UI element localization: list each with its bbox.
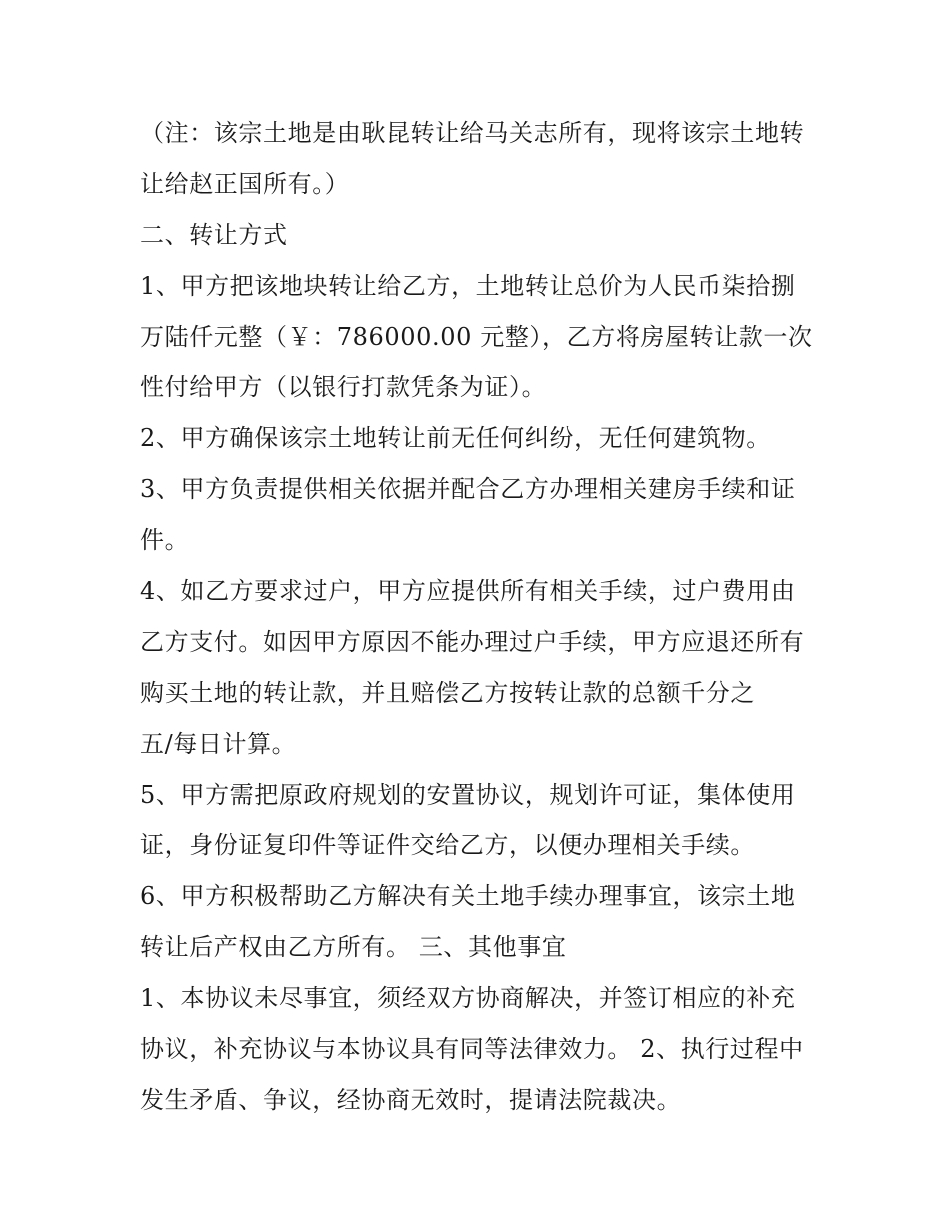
other-matters-clause-1-line-1: 1、本协议未尽事宜，须经双方协商解决，并签订相应的补充	[140, 984, 796, 1013]
document-body	[140, 108, 820, 1126]
clause-3-line-1: 3、甲方负责提供相关依据并配合乙方办理相关建房手续和证	[140, 475, 796, 504]
clause-1-line-2: 万陆仟元整（￥：786000.00 元整），乙方将房屋转让款一次	[140, 322, 813, 351]
clause-4-line-4: 五/每日计算。	[140, 729, 297, 758]
clause-6-line-2: 转让后产权由乙方所有。 三、其他事宜	[140, 933, 567, 962]
clause-3-line-2: 件。	[140, 526, 190, 555]
clause-5-line-1: 5、甲方需把原政府规划的安置协议，规划许可证，集体使用	[140, 780, 796, 809]
clause-5-line-2: 证，身份证复印件等证件交给乙方，以便办理相关手续。	[140, 831, 755, 860]
other-matters-clause-2-line-2: 发生矛盾、争议，经协商无效时，提请法院裁决。	[140, 1085, 682, 1114]
section-heading-transfer-method: 二、转让方式	[140, 220, 288, 249]
clause-4-line-1: 4、如乙方要求过户，甲方应提供所有相关手续，过户费用由	[140, 577, 796, 606]
clause-4-line-3: 购买土地的转让款，并且赔偿乙方按转让款的总额千分之	[140, 678, 755, 707]
clause-2-line-1: 2、甲方确保该宗土地转让前无任何纠纷，无任何建筑物。	[140, 424, 771, 453]
clause-1-line-1: 1、甲方把该地块转让给乙方，土地转让总价为人民币柒拾捌	[140, 271, 796, 300]
clause-4-line-2: 乙方支付。如因甲方原因不能办理过户手续，甲方应退还所有	[140, 627, 805, 656]
note-line-1: （注：该宗土地是由耿昆转让给马关志所有，现将该宗土地转	[140, 119, 805, 147]
other-matters-clause-1-line-2: 协议，补充协议与本协议具有同等法律效力。 2、执行过程中	[140, 1035, 804, 1064]
clause-6-line-1: 6、甲方积极帮助乙方解决有关土地手续办理事宜，该宗土地	[140, 882, 796, 911]
note-line-2: 让给赵正国所有。）	[140, 169, 350, 198]
clause-1-line-3: 性付给甲方（以银行打款凭条为证）。	[140, 373, 547, 402]
